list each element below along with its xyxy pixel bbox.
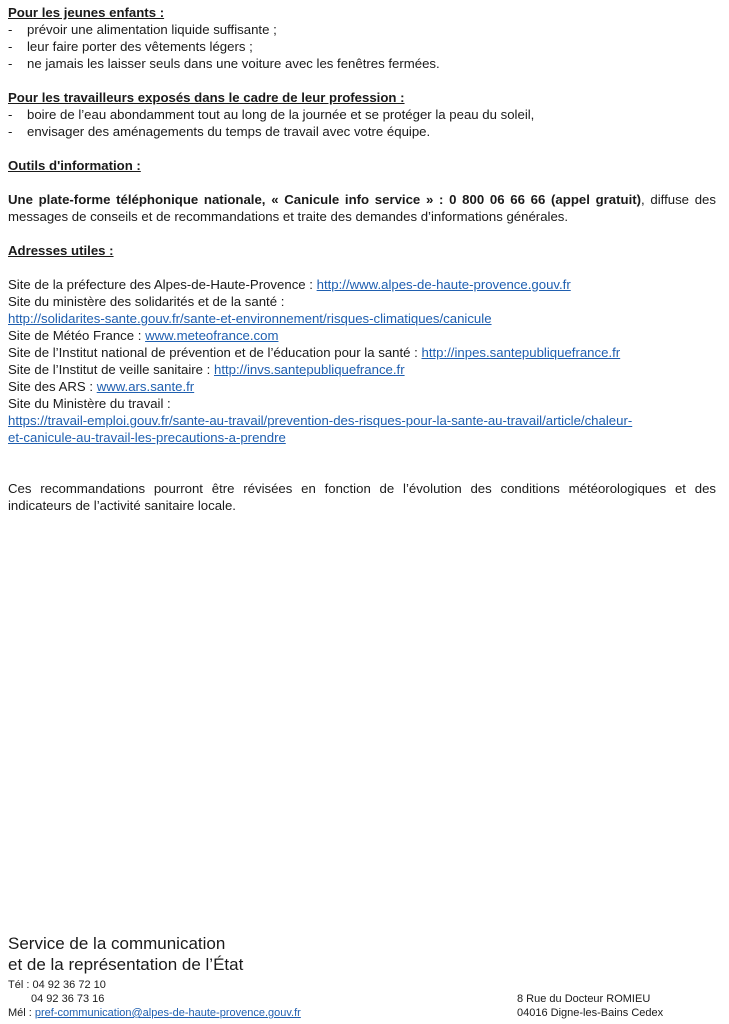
address-label: Site du ministère des solidarités et de la santé : bbox=[8, 294, 285, 309]
footer-contact bbox=[8, 978, 301, 1020]
address-line bbox=[8, 412, 716, 429]
address-label: Site de l’Institut national de prévention et de l’éducation pour la santé : bbox=[8, 345, 422, 360]
footer-phone-second: 04 92 36 73 16 bbox=[31, 993, 105, 1005]
children-heading: Pour les jeunes enfants : bbox=[8, 5, 165, 20]
address-line bbox=[8, 378, 716, 395]
address-line bbox=[8, 361, 716, 378]
meteo-link[interactable]: www.meteofrance.com bbox=[145, 328, 279, 343]
list-item: - envisager des aménagements du temps de travail avec votre équipe. bbox=[8, 123, 716, 140]
address-label: Site de Météo France : bbox=[8, 328, 146, 343]
footer-phone: Tél : 04 92 36 72 10 bbox=[8, 979, 106, 991]
footer-address bbox=[517, 992, 663, 1020]
hotline-bold-text: Une plate-forme téléphonique nationale, « Canicule info service » : 0 800 06 66 66 (appel gratuit) bbox=[8, 192, 642, 207]
footer-title-line: et de la représentation de l’État bbox=[8, 955, 244, 974]
footer-address-line: 8 Rue du Docteur ROMIEU bbox=[517, 993, 651, 1005]
prefecture-link[interactable]: http://www.alpes-de-haute-provence.gouv.fr bbox=[316, 277, 571, 292]
document-body bbox=[8, 4, 716, 514]
list-item: - prévoir une alimentation liquide suffisante ; bbox=[8, 21, 716, 38]
footer-title-line: Service de la communication bbox=[8, 934, 226, 953]
inpes-link[interactable]: http://inpes.santepubliquefrance.fr bbox=[421, 345, 621, 360]
address-label: Site de l’Institut de veille sanitaire : bbox=[8, 362, 214, 377]
address-line bbox=[8, 276, 716, 293]
closing-paragraph: Ces recommandations pourront être révisées en fonction de l’évolution des conditions météorologiques et des indicateurs de l’activité sanitaire locale. bbox=[8, 481, 716, 513]
ministry-health-link[interactable]: http://solidarites-sante.gouv.fr/sante-et-environnement/risques-climatiques/canicule bbox=[8, 311, 492, 326]
ministry-work-link-part2[interactable]: et-canicule-au-travail-les-precautions-a-prendre bbox=[8, 430, 286, 445]
workers-list bbox=[8, 106, 716, 140]
list-item: - ne jamais les laisser seuls dans une voiture avec les fenêtres fermées. bbox=[8, 55, 716, 72]
footer-mail-line bbox=[8, 1006, 301, 1020]
address-line bbox=[8, 310, 716, 327]
list-item: - boire de l’eau abondamment tout au long de la journée et se protéger la peau du soleil, bbox=[8, 106, 716, 123]
ars-link[interactable]: www.ars.sante.fr bbox=[96, 379, 195, 394]
tools-heading: Outils d'information : bbox=[8, 158, 141, 173]
list-item: - leur faire porter des vêtements légers ; bbox=[8, 38, 716, 55]
address-line bbox=[8, 344, 716, 361]
address-line bbox=[8, 327, 716, 344]
workers-heading: Pour les travailleurs exposés dans le cadre de leur profession : bbox=[8, 90, 405, 105]
hotline-rest-text: , diffuse des messages de conseils et de recommandations et traite des demandes d’informations générales. bbox=[8, 192, 716, 224]
address-line bbox=[8, 429, 716, 446]
footer-mail-label: Mél : bbox=[8, 1007, 35, 1019]
ministry-work-link-part1[interactable]: https://travail-emploi.gouv.fr/sante-au-travail/prevention-des-risques-pour-la-sante-au-travail/article/chaleur- bbox=[8, 413, 633, 428]
children-list bbox=[8, 21, 716, 72]
addresses-heading: Adresses utiles : bbox=[8, 243, 114, 258]
hotline-paragraph bbox=[8, 191, 716, 225]
address-label: Site de la préfecture des Alpes-de-Haute-Provence : bbox=[8, 277, 317, 292]
invs-link[interactable]: http://invs.santepubliquefrance.fr bbox=[213, 362, 405, 377]
footer-address-line: 04016 Digne-les-Bains Cedex bbox=[517, 1007, 664, 1019]
addresses-list bbox=[8, 276, 716, 446]
footer-service-title bbox=[8, 933, 243, 975]
address-label: Site du Ministère du travail : bbox=[8, 396, 171, 411]
footer-mail-link[interactable]: pref-communication@alpes-de-haute-provence.gouv.fr bbox=[34, 1007, 301, 1019]
address-label: Site des ARS : bbox=[8, 379, 97, 394]
